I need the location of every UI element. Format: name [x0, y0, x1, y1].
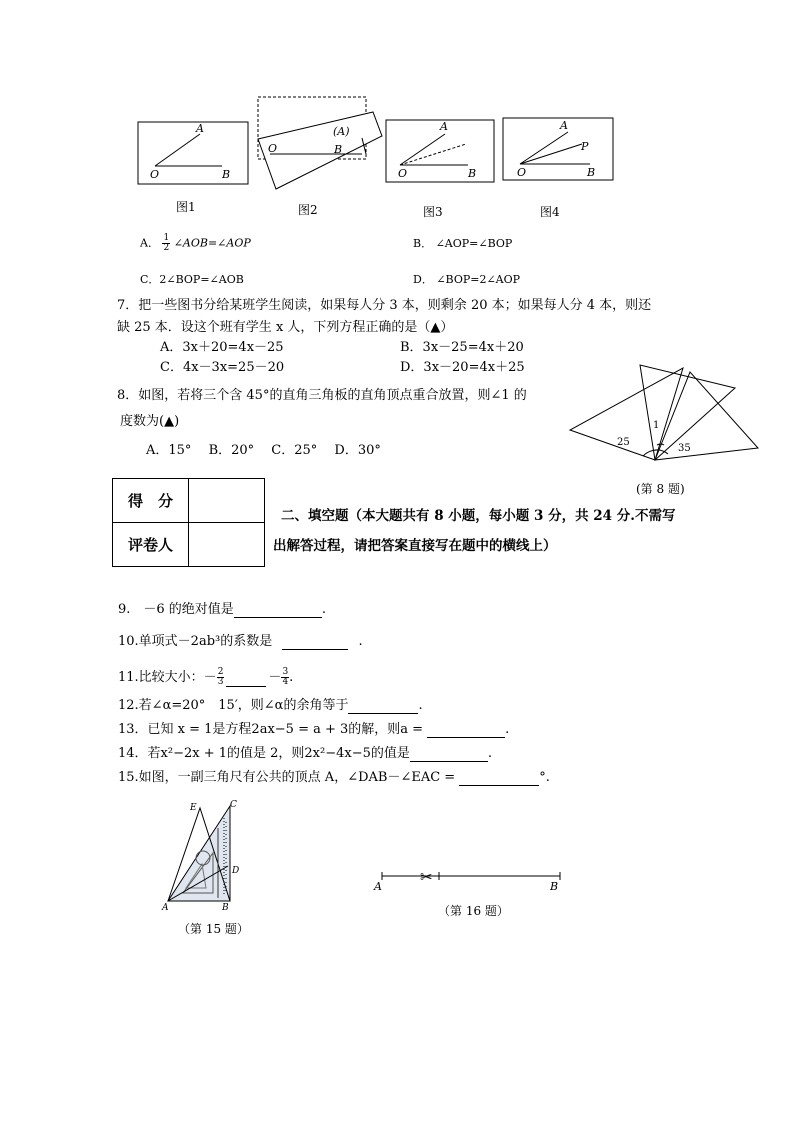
q11-fraction-2 [281, 668, 289, 687]
q6-option-a-rest: ∠AOB=∠AOP [173, 236, 251, 250]
section2-heading-line1: 二、填空题（本大题共有 8 小题，每小题 3 分，共 24 分.不需写 [281, 508, 676, 524]
score-input[interactable] [189, 479, 265, 523]
grader-input[interactable] [189, 523, 265, 567]
q16-caption: （第 16 题） [438, 904, 509, 918]
fig15-label-a: A [162, 903, 169, 912]
q9-answer-blank[interactable] [234, 605, 322, 618]
q9-text: 9. －6 的绝对值是 [118, 602, 234, 617]
fig2-label-b: B [334, 143, 343, 156]
q6-option-a-fraction [162, 234, 170, 253]
q13-answer-blank[interactable] [427, 725, 505, 738]
q11-minus: － [268, 670, 282, 685]
q6-option-d: D． ∠BOP=2∠AOP [413, 273, 521, 286]
fig4-label-o: O [517, 166, 527, 179]
fig3-label-b: B [468, 167, 477, 180]
q10-answer-blank[interactable] [282, 637, 348, 650]
q15-answer-blank[interactable] [459, 773, 539, 786]
q6-option-a-prefix: A． [140, 236, 159, 250]
q11-end: . [289, 670, 294, 685]
q7-option-c: C．4x－3x=25－20 [160, 360, 285, 375]
figure-2 [258, 97, 382, 189]
fig1-label-a: A [196, 122, 204, 135]
caption-fig4: 图4 [540, 205, 560, 219]
fig16-label-a: A [374, 880, 382, 893]
q15-end: °. [539, 770, 550, 785]
fig16-label-b: B [550, 880, 559, 893]
q7-option-a: A．3x＋20=4x－25 [160, 340, 284, 355]
q14-answer-blank[interactable] [410, 749, 488, 762]
fig4-label-a: A [560, 119, 568, 132]
q11-answer-blank[interactable] [226, 674, 266, 687]
q10-text: 10.单项式－2ab³的系数是 [118, 634, 273, 649]
fig15-label-b: B [222, 903, 229, 912]
figure-4 [503, 118, 613, 180]
q13-text: 13．已知 x = 1是方程2ax−5 = a + 3的解，则a = [118, 722, 424, 737]
q15-caption: （第 15 题） [178, 922, 249, 936]
fig4-label-p: P [581, 140, 589, 153]
q6-option-b: B． ∠AOP=∠BOP [413, 237, 513, 250]
q8-line2: 度数为(▲) [120, 414, 180, 429]
q7-line1: 7．把一些图书分给某班学生阅读，如果每人分 3 本，则剩余 20 本；如果每人分 4 本，则还 [117, 298, 652, 313]
q11-fraction-1 [217, 668, 225, 687]
q8-line1: 8．如图，若将三个含 45°的直角三角板的直角顶点重合放置，则∠1 的 [117, 388, 527, 403]
fig3-label-o: O [398, 167, 408, 180]
q12-answer-blank[interactable] [348, 701, 418, 714]
q13 [118, 722, 509, 738]
fig15-label-c: C [230, 800, 237, 810]
q8-figure [565, 360, 765, 465]
q11-frac2-num: 3 [282, 667, 289, 677]
q15 [118, 770, 550, 786]
q9 [118, 602, 326, 618]
q6-fraction-den: 2 [163, 243, 170, 253]
figure-3 [386, 120, 494, 182]
q8-options: A．15° B．20° C．25° D．30° [146, 443, 381, 458]
q8-caption: (第 8 题) [636, 482, 685, 496]
q11-frac2-den: 4 [282, 677, 289, 687]
q6-option-a [140, 234, 251, 253]
q15-figure [158, 798, 248, 912]
score-label: 得 分 [113, 479, 189, 523]
q8-angle-35: 35 [678, 443, 691, 454]
q11-frac1-den: 3 [217, 677, 224, 687]
figure-1 [138, 122, 248, 184]
fig4-label-b: B [587, 166, 596, 179]
fig3-label-a: A [440, 120, 448, 133]
fig2-label-o: O [268, 142, 278, 155]
q8-angle-25: 25 [617, 437, 630, 448]
q9-end: . [321, 602, 326, 617]
fig1-label-o: O [150, 168, 160, 181]
q15-text: 15.如图，一副三角尺有公共的顶点 A，∠DAB－∠EAC = [118, 770, 456, 785]
q11 [118, 668, 293, 687]
section2-heading-line2: 出解答过程，请把答案直接写在题中的横线上） [273, 538, 557, 554]
q10-end: . [358, 634, 363, 649]
q12 [118, 698, 423, 714]
caption-fig1: 图1 [176, 200, 196, 214]
q11-text: 11.比较大小：－ [118, 670, 217, 685]
q12-text: 12.若∠α=20° 15′，则∠α的余角等于 [118, 698, 349, 713]
q14-end: . [487, 746, 493, 761]
q14 [118, 746, 492, 762]
q14-text: 14．若x²−2x + 1的值是 2，则2x²−4x−5的值是 [118, 746, 410, 761]
figures-row [130, 92, 630, 192]
q7-option-d: D．3x－20=4x＋25 [400, 360, 525, 375]
q6-option-c: C．2∠BOP=∠AOB [140, 273, 244, 286]
q12-end: . [418, 698, 423, 713]
fig15-label-d: D [232, 866, 240, 876]
q6-fraction-num: 1 [163, 233, 170, 243]
fig1-label-b: B [222, 168, 231, 181]
score-box [112, 478, 265, 567]
scissors-icon: ✂ [420, 868, 433, 886]
q8-angle-1: 1 [653, 420, 660, 431]
q13-end: . [505, 722, 510, 737]
caption-fig3: 图3 [423, 205, 443, 219]
q7-option-b: B．3x－25=4x＋20 [400, 340, 524, 355]
fig2-label-a: (A) [333, 125, 350, 138]
grader-label: 评卷人 [113, 523, 189, 567]
q11-frac1-num: 2 [217, 667, 224, 677]
q16-figure [370, 866, 570, 896]
caption-fig2: 图2 [298, 203, 318, 217]
q10 [118, 634, 363, 650]
fig15-label-e: E [190, 803, 197, 813]
q7-line2: 缺 25 本．设这个班有学生 x 人，下列方程正确的是（▲） [117, 320, 454, 335]
